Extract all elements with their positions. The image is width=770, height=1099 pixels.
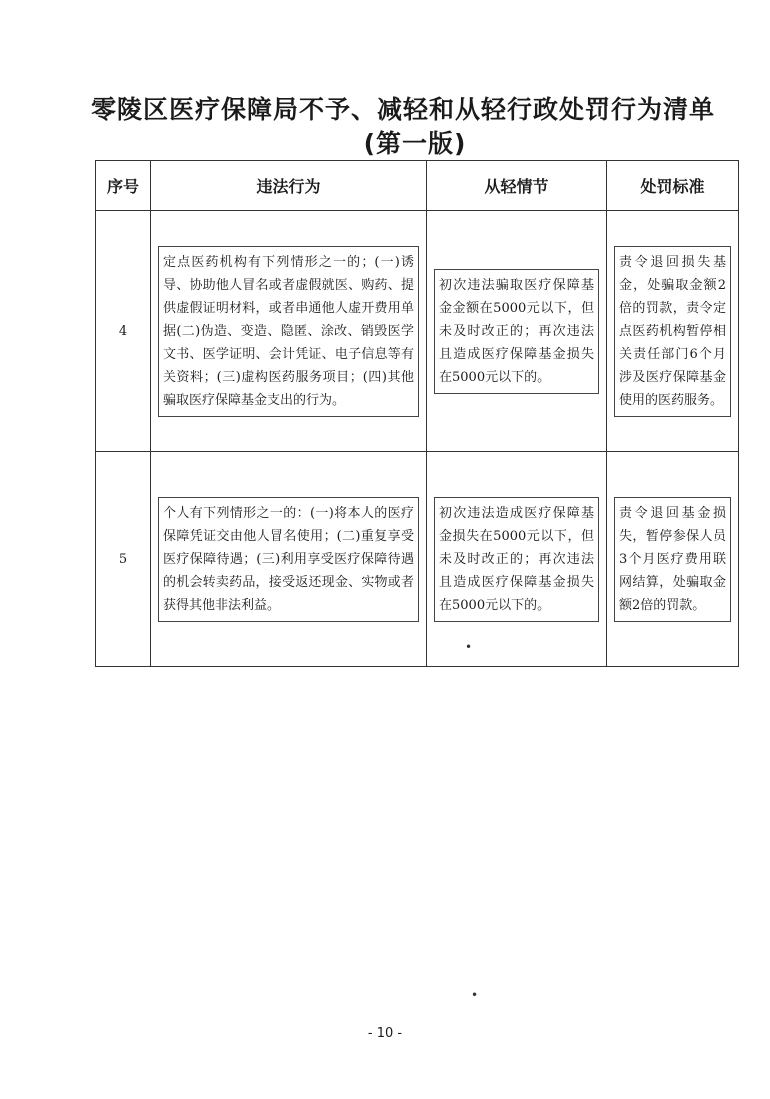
penalty-cell [607,452,739,667]
page-number: - 10 - [367,1026,403,1041]
violation-text: 定点医药机构有下列情形之一的；(一)诱导、协助他人冒名或者虚假就医、购药、提供虚假证明材料，或者串通他人虚开费用单据(二)伪造、变造、隐匿、涂改、销毁医学文书、医学证明、会计凭证、电子信息等有关资料；(三)虚构医药服务项目；(四)其他骗取医疗保障基金支出的行为。 [158,246,419,417]
header-mitigation: 从轻情节 [427,161,607,211]
document-edition: (第一版) [363,129,467,158]
violation-cell [151,452,427,667]
header-number: 序号 [96,161,151,211]
penalty-text: 责令退回损失基金，处骗取金额2倍的罚款，责令定点医药机构暂停相关责任部门6个月涉及医疗保障基金使用的医药服务。 [614,246,731,417]
penalty-text: 责令退回基金损失，暂停参保人员3个月医疗费用联网结算，处骗取金额2倍的罚款。 [614,497,731,622]
penalty-cell [607,211,739,452]
mitigation-text: 初次违法骗取医疗保障基金金额在5000元以下，但未及时改正的；再次违法且造成医疗保障基金损失在5000元以下的。 [434,269,599,394]
mitigation-text: 初次违法造成医疗保障基金损失在5000元以下，但未及时改正的；再次违法且造成医疗保障基金损失在5000元以下的。 [434,497,599,622]
document-title: 零陵区医疗保障局不予、减轻和从轻行政处罚行为清单 [90,95,715,124]
scan-speck: • [465,640,473,654]
table-header-row [96,161,739,211]
scan-speck: • [471,988,479,1002]
mitigation-cell [427,452,607,667]
row-number: 5 [96,452,151,667]
header-violation: 违法行为 [151,161,427,211]
row-number: 4 [96,211,151,452]
table-row [96,452,739,667]
violation-cell [151,211,427,452]
header-penalty: 处罚标准 [607,161,739,211]
penalty-table [95,160,739,667]
violation-text: 个人有下列情形之一的：(一)将本人的医疗保障凭证交由他人冒名使用；(二)重复享受医疗保障待遇；(三)利用享受医疗保障待遇的机会转卖药品，接受返还现金、实物或者获得其他非法利益。 [158,497,419,622]
table-row [96,211,739,452]
mitigation-cell [427,211,607,452]
